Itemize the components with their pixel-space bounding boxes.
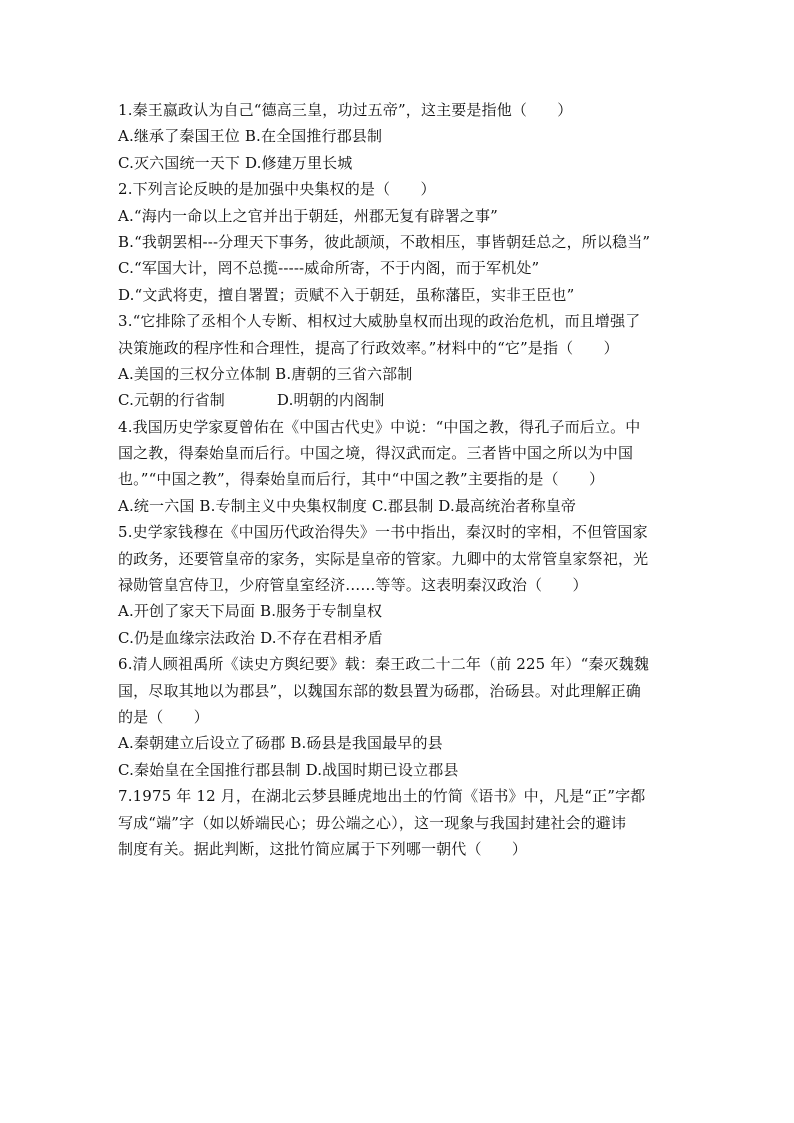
question-6-stem-line-2: 国，尽取其地以为郡县”，以魏国东部的数县置为砀郡，治砀县。对此理解正确 [118,681,641,700]
question-4-stem-line-1: 4.我国历史学家夏曾佑在《中国古代史》中说：“中国之教，得孔子而后立。中 [118,417,641,436]
question-1-options-ab: A.继承了秦国王位 B.在全国推行郡县制 [118,127,383,146]
question-4-options: A.统一六国 B.专制主义中央集权制度 C.郡县制 D.最高统治者称皇帝 [118,496,577,515]
question-3-options-cd [118,387,680,413]
question-2-stem: 2.下列言论反映的是加强中央集权的是（ ） [118,180,436,199]
question-7-stem-line-1: 7.1975 年 12 月，在湖北云梦县睡虎地出土的竹简《语书》中，凡是“正”字都 [118,787,646,806]
question-6-stem-line-1: 6.清人顾祖禹所《读史方舆纪要》载：秦王政二十二年（前 225 年）“秦灭魏魏 [118,655,649,674]
question-3-stem-line-2: 决策施政的程序性和合理性，提高了行政效率。”材料中的“它”是指（ ） [118,338,619,357]
question-6-options-ab: A.秦朝建立后设立了砀郡 B.砀县是我国最早的县 [118,734,443,753]
question-3-option-d: D.明朝的内阁制 [276,391,385,410]
question-2-option-a: A.“海内一命以上之官并出于朝廷，州郡无复有辟署之事” [118,206,498,225]
question-3-options-ab: A.美国的三权分立体制 B.唐朝的三省六部制 [118,364,413,383]
question-5-stem-line-1: 5.史学家钱穆在《中国历代政治得失》一书中指出，秦汉时的宰相，不但管国家 [118,523,648,542]
question-3-stem-line-1: 3.“它排除了丞相个人专断、相权过大威胁皇权而出现的政治危机，而且增强了 [118,312,641,331]
question-7-stem-line-3: 制度有关。据此判断，这批竹简应属于下列哪一朝代（ ） [118,839,528,858]
question-6-options-cd: C.秦始皇在全国推行郡县制 D.战国时期已设立郡县 [118,760,459,779]
question-3-option-c: C.元朝的行省制 [118,391,225,410]
question-6-stem-line-3: 的是（ ） [118,707,209,726]
question-7-stem-line-2: 写成“端”字（如以娇端民心；毋公端之心），这一现象与我国封建社会的避讳 [118,813,627,832]
question-1-stem: 1.秦王嬴政认为自己“德高三皇，功过五帝”，这主要是指他（ ） [118,101,573,119]
question-5-stem-line-3: 禄勋管皇宫侍卫，少府管皇室经济……等等。这表明秦汉政治（ ） [118,576,588,595]
question-5-stem-line-2: 的政务，还要管皇帝的家务，实际是皇帝的管家。九卿中的太常管皇家祭祀，光 [118,549,649,568]
question-2-option-d: D.“文武将吏，擅自署置；贡赋不入于朝廷，虽称藩臣，实非王臣也” [118,285,575,304]
question-2-option-c: C.“军国大计，罔不总揽-----威命所寄，不于内阁，而于军机处” [118,259,540,278]
question-2-option-b: B.“我朝罢相---分理天下事务，彼此颉颃，不敢相压，事皆朝廷总之，所以稳当” [118,232,651,251]
question-1-options-cd: C.灭六国统一天下 D.修建万里长城 [118,153,353,172]
question-sheet [118,97,680,862]
question-5-options-cd: C.仍是血缘宗法政治 D.不存在君相矛盾 [118,628,383,647]
question-4-stem-line-2: 国之教，得秦始皇而后行。中国之境，得汉武而定。三者皆中国之所以为中国 [118,444,634,463]
question-5-options-ab: A.开创了家天下局面 B.服务于专制皇权 [118,602,383,621]
question-4-stem-line-3: 也。”“中国之教”，得秦始皇而后行，其中“中国之教”主要指的是（ ） [118,470,605,489]
